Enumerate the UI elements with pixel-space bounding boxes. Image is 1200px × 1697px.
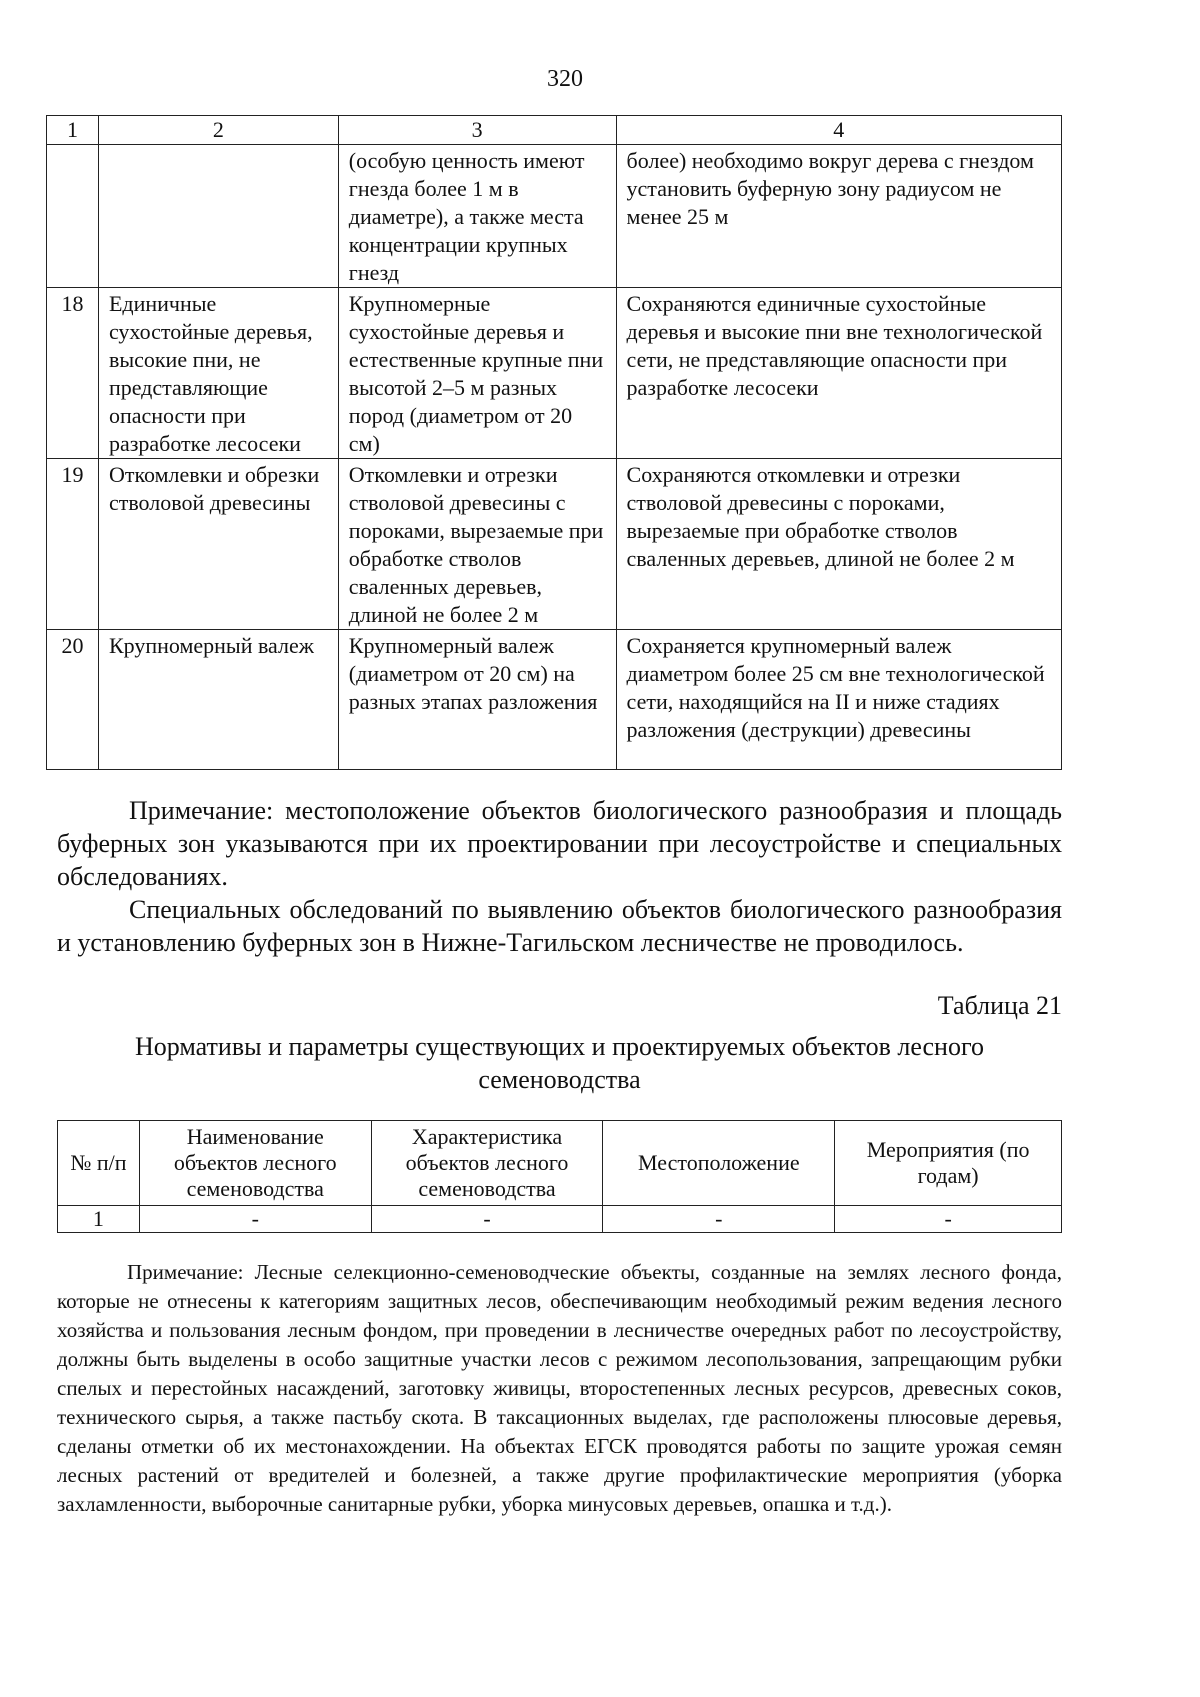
table-cell: - bbox=[139, 1206, 371, 1233]
column-header: Мероприятия (по годам) bbox=[835, 1121, 1062, 1206]
table-title: Нормативы и параметры существующих и проектируемых объектов лесного семеноводства bbox=[135, 1032, 984, 1094]
biodiversity-note: Примечание: местоположение объектов биологического разнообразия и площадь буферных зон указываются при их проектировании при лесоустройстве и специальных обследованиях. bbox=[57, 796, 1062, 891]
object-measure: более) необходимо вокруг дерева с гнездом установить буферную зону радиусом не менее 25 м bbox=[616, 145, 1061, 288]
table-cell: - bbox=[371, 1206, 603, 1233]
table-row bbox=[47, 630, 1062, 770]
column-header: № п/п bbox=[58, 1121, 140, 1206]
row-number: 18 bbox=[47, 288, 99, 459]
table-header-row bbox=[47, 116, 1062, 145]
table-cell: - bbox=[603, 1206, 835, 1233]
table-header-row bbox=[58, 1121, 1062, 1206]
seed-objects-note: Примечание: Лесные селекционно-семеноводческие объекты, созданные на землях лесного фонда, которые не отнесены к категориям защитных лесов, обеспечивающим необходимый режим ведения лесного хозяйства и пользования лесным фондом, при проведении в лесничестве очередных работ по лесоустройству, должны быть выделены в особо защитные участки лесов с режимом лесопользования, запрещающим рубки спелых и перестойных насаждений, заготовку живицы, второстепенных лесных ресурсов, древесных соков, технического сырья, а также пастьбу скота. В таксационных выделах, где расположены плюсовые деревья, сделаны отметки об их местонахождении. На объектах ЕГСК проводятся работы по защите урожая семян лесных растений от вредителей и болезней, а также другие профилактические мероприятия (уборка захламленности, выборочные санитарные рубки, уборка минусовых деревьев, опашка и т.д.). bbox=[57, 1260, 1062, 1516]
object-measure: Сохраняются откомлевки и отрезки стволовой древесины с пороками, вырезаемые при обработке стволов сваленных деревьев, длиной не более 2 м bbox=[616, 459, 1061, 630]
column-header: 3 bbox=[338, 116, 616, 145]
column-header: Характеристика объектов лесного семеноводства bbox=[371, 1121, 603, 1206]
column-header: Наименование объектов лесного семеноводства bbox=[139, 1121, 371, 1206]
object-name bbox=[98, 145, 338, 288]
object-name: Единичные сухостойные деревья, высокие пни, не представляющие опасности при разработке лесосеки bbox=[98, 288, 338, 459]
seed-objects-table bbox=[57, 1120, 1062, 1233]
row-number: 20 bbox=[47, 630, 99, 770]
object-name: Откомлевки и обрезки стволовой древесины bbox=[98, 459, 338, 630]
survey-note: Специальных обследований по выявлению объектов биологического разнообразия и установлению буферных зон в Нижне-Тагильском лесничестве не проводилось. bbox=[57, 895, 1062, 957]
column-header: 4 bbox=[616, 116, 1061, 145]
table-row bbox=[47, 288, 1062, 459]
object-description: Откомлевки и отрезки стволовой древесины с пороками, вырезаемые при обработке стволов сваленных деревьев, длиной не более 2 м bbox=[338, 459, 616, 630]
table-label: Таблица 21 bbox=[937, 991, 1062, 1020]
column-header: Местоположение bbox=[603, 1121, 835, 1206]
object-measure: Сохраняется крупномерный валеж диаметром более 25 см вне технологической сети, находящийся на II и ниже стадиях разложения (деструкции) древесины bbox=[616, 630, 1061, 770]
table-row bbox=[58, 1206, 1062, 1233]
object-measure: Сохраняются единичные сухостойные деревья и высокие пни вне технологической сети, не представляющие опасности при разработке лесосеки bbox=[616, 288, 1061, 459]
table-cell: 1 bbox=[58, 1206, 140, 1233]
object-description: (особую ценность имеют гнезда более 1 м в диаметре), а также места концентрации крупных гнезд bbox=[338, 145, 616, 288]
column-header: 2 bbox=[98, 116, 338, 145]
column-header: 1 bbox=[47, 116, 99, 145]
page-number: 320 bbox=[547, 66, 583, 92]
row-number: 19 bbox=[47, 459, 99, 630]
object-description: Крупномерные сухостойные деревья и естественные крупные пни высотой 2–5 м разных пород (диаметром от 20 см) bbox=[338, 288, 616, 459]
table-row bbox=[47, 459, 1062, 630]
table-cell: - bbox=[835, 1206, 1062, 1233]
row-number bbox=[47, 145, 99, 288]
table-row bbox=[47, 145, 1062, 288]
object-description: Крупномерный валеж (диаметром от 20 см) на разных этапах разложения bbox=[338, 630, 616, 770]
object-name: Крупномерный валеж bbox=[98, 630, 338, 770]
biodiversity-table bbox=[46, 115, 1062, 770]
notes-section bbox=[57, 794, 1062, 959]
